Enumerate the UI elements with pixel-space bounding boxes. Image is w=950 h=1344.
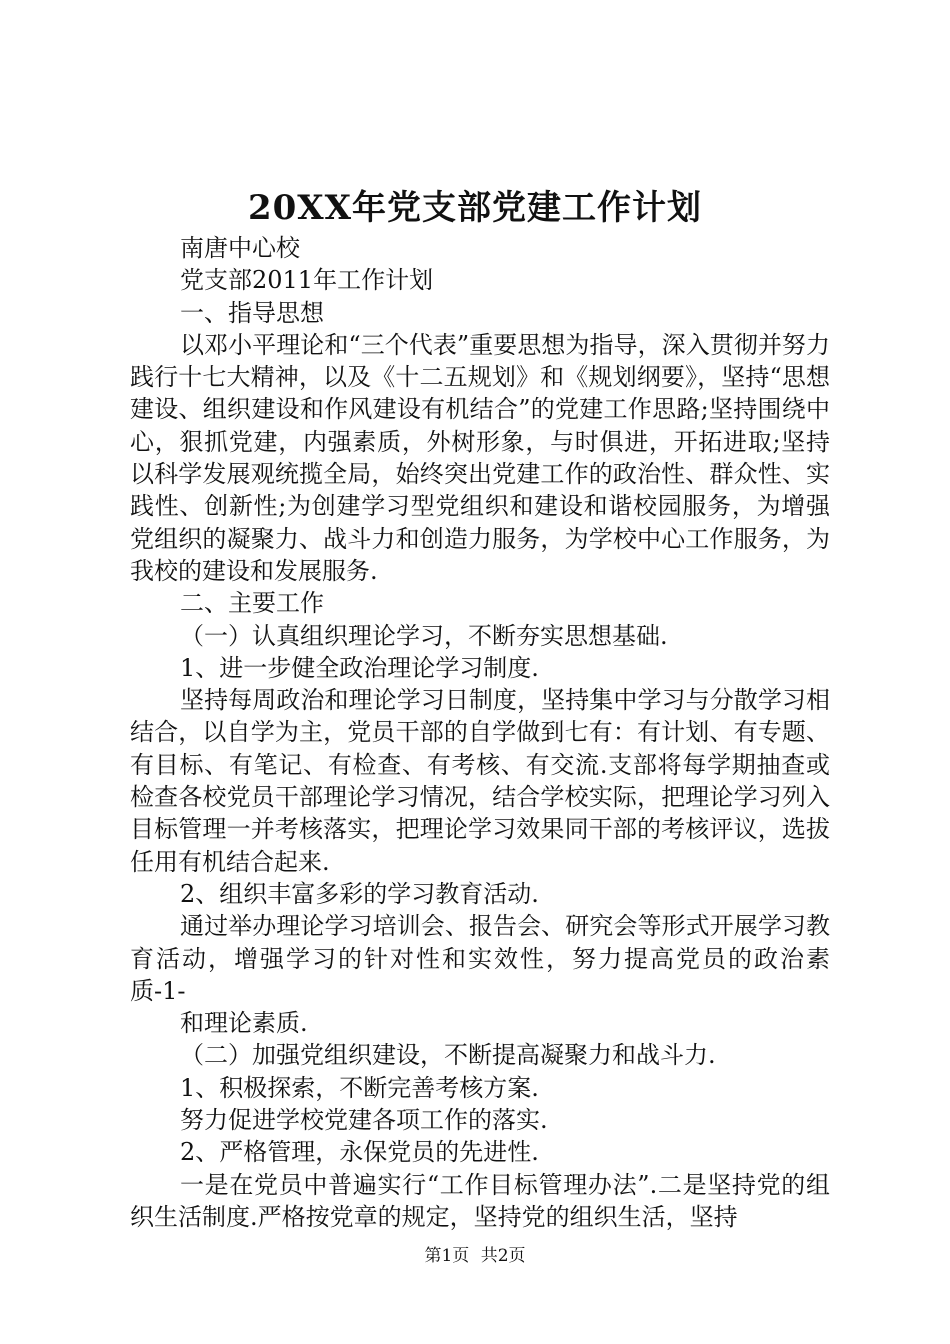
paragraph-continuation: 和理论素质. bbox=[180, 1009, 308, 1038]
section-heading-guiding-thought: 一、指导思想 bbox=[180, 298, 324, 327]
item-heading-study-system: 1、进一步健全政治理论学习制度. bbox=[180, 653, 539, 682]
section-heading-main-work: 二、主要工作 bbox=[180, 589, 324, 618]
page-title: 20XX年党支部党建工作计划 bbox=[247, 188, 703, 228]
paragraph-study-activities: 通过举办理论学习培训会、报告会、研究会等形式开展学习教育活动，增强学习的针对性和实效性，努力提高党员的政治素质-1- bbox=[130, 912, 830, 1005]
paragraph-management: 一是在党员中普遍实行“工作目标管理办法”.二是坚持党的组织生活制度.严格按党章的规定，坚持党的组织生活，坚持 bbox=[130, 1170, 830, 1231]
item-heading-assessment: 1、积极探索，不断完善考核方案. bbox=[180, 1073, 539, 1102]
subsection-heading-organization: （二）加强党组织建设，不断提高凝聚力和战斗力. bbox=[180, 1041, 716, 1070]
page-footer bbox=[0, 1244, 950, 1268]
document-body bbox=[130, 232, 830, 1233]
item-heading-study-activities: 2、组织丰富多彩的学习教育活动. bbox=[180, 879, 539, 908]
page-total: 共2页 bbox=[480, 1246, 526, 1266]
page-number: 第1页 bbox=[424, 1246, 470, 1266]
item-heading-management: 2、严格管理，永保党员的先进性. bbox=[180, 1138, 539, 1167]
paragraph-assessment: 努力促进学校党建各项工作的落实. bbox=[180, 1106, 548, 1135]
plan-subtitle: 党支部2011年工作计划 bbox=[180, 266, 434, 295]
paragraph-study-system: 坚持每周政治和理论学习日制度，坚持集中学习与分散学习相结合，以自学为主，党员干部的自学做到七有：有计划、有专题、有目标、有笔记、有检查、有考核、有交流.支部将每学期抽查或检查各校党员干部理论学习情况，结合学校实际，把理论学习列入目标管理一并考核落实，把理论学习效果同干部的考核评议，选拔任用有机结合起来. bbox=[130, 686, 830, 876]
subsection-heading-theory-study: （一）认真组织理论学习，不断夯实思想基础. bbox=[180, 621, 668, 650]
school-name: 南唐中心校 bbox=[180, 234, 300, 262]
paragraph-guiding-thought: 以邓小平理论和“三个代表”重要思想为指导，深入贯彻并努力践行十七大精神，以及《十二五规划》和《规划纲要》，坚持“思想建设、组织建设和作风建设有机结合”的党建工作思路;坚持围绕中心，狠抓党建，内强素质，外树形象，与时俱进，开拓进取;坚持以科学发展观统揽全局，始终突出党建工作的政治性、群众性、实践性、创新性;为创建学习型党组织和建设和谐校园服务，为增强党组织的凝聚力、战斗力和创造力服务，为学校中心工作服务，为我校的建设和发展服务. bbox=[130, 330, 830, 585]
